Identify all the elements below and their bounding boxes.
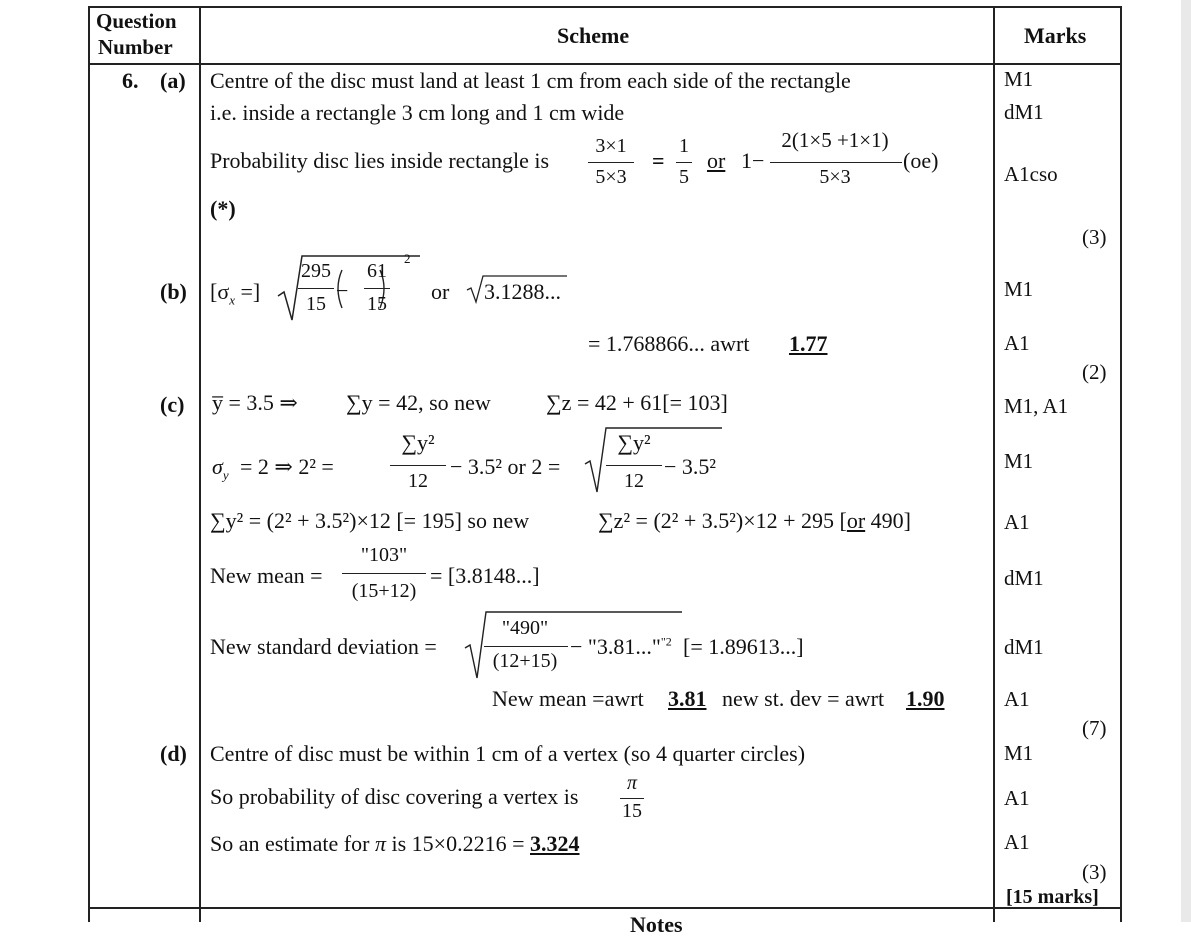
part-b-frac1-den: 15 [306, 293, 326, 315]
part-c-line1-c: ∑z = 42 + 61[= 103] [546, 390, 728, 415]
part-b-frac2-den: 15 [367, 293, 387, 315]
part-a-frac1-den: 5×3 [595, 166, 627, 188]
notes-heading: Notes [630, 912, 683, 937]
part-b-frac1-bar [298, 288, 334, 289]
part-c-line2-frac2-num: ∑y² [617, 430, 651, 455]
part-c-line5-num: "490" [501, 617, 549, 639]
part-a-line1: Centre of the disc must land at least 1 cm from each side of the rectangle [210, 68, 851, 93]
part-c-line6-c: new st. dev = awrt [722, 686, 885, 711]
table-left-border [88, 6, 90, 922]
part-a-frac1-bar [588, 162, 634, 163]
part-b-total: (2) [1082, 360, 1107, 384]
part-b-or: or [431, 279, 450, 304]
column-divider-2 [993, 6, 995, 922]
part-a-line3: Probability disc lies inside rectangle is [210, 148, 550, 173]
header-bottom-border [88, 63, 1122, 65]
part-d-mark-2: A1 [1004, 786, 1030, 810]
part-a-star: (*) [210, 196, 236, 221]
part-b-alt: 3.1288... [484, 279, 561, 304]
part-c-line5-den: (12+15) [492, 650, 558, 672]
part-b-frac2-num: 61 [367, 260, 387, 282]
part-d-line1: Centre of disc must be within 1 cm of a vertex (so 4 quarter circles) [210, 741, 806, 766]
part-b-mark-2: A1 [1004, 331, 1030, 355]
part-a-frac2-num: 1 [679, 135, 689, 157]
part-c-line2-frac2-den: 12 [624, 470, 644, 492]
part-a-one-minus: 1− [741, 148, 765, 173]
part-c-line1-b: ∑y = 42, so new [346, 390, 491, 415]
part-c-mark-3: A1 [1004, 510, 1030, 534]
part-d-label: (d) [160, 741, 187, 766]
part-a-frac3-num: 2(1×5 +1×1) [781, 128, 889, 152]
part-b-sigma: [$\sigma_x$ =] [210, 279, 261, 308]
column-divider-1 [199, 6, 201, 922]
part-c-line6-a: New mean =awrt [492, 686, 644, 711]
part-d-line2: So probability of disc covering a vertex is [210, 784, 579, 809]
part-d-mark-1: M1 [1004, 741, 1034, 765]
part-b-frac2-bar [364, 288, 390, 289]
part-c-line2-f: − 3.5² [664, 454, 717, 479]
part-a-frac1-num: 3×1 [595, 135, 627, 157]
grand-total: [15 marks] [1006, 886, 1099, 908]
part-c-line5-post: − "3.81..."$^{"2}$ [570, 634, 672, 659]
part-b-label: (b) [160, 279, 187, 304]
question-number: 6. [122, 68, 139, 93]
part-a-mark-3: A1cso [1004, 162, 1058, 186]
part-c-mark-5: dM1 [1004, 635, 1044, 659]
part-d-total: (3) [1082, 860, 1107, 884]
part-a-line2: i.e. inside a rectangle 3 cm long and 1 cm wide [210, 100, 625, 125]
part-d-line2-den: 15 [622, 800, 642, 822]
page-edge-shadow [1181, 0, 1191, 922]
part-c-line6-b: 3.81 [668, 686, 707, 711]
part-c-total: (7) [1082, 716, 1107, 740]
part-d-line2-num: π [626, 772, 638, 794]
header-scheme: Scheme [557, 23, 630, 48]
table-right-border [1120, 6, 1122, 922]
part-c-line3-a: ∑y² = (2² + 3.5²)×12 [= 195] so new [210, 508, 530, 533]
part-c-line5-bar [484, 646, 568, 647]
part-c-mark-4: dM1 [1004, 566, 1044, 590]
part-c-line2-frac-num: ∑y² [401, 430, 435, 455]
part-c-mark-6: A1 [1004, 687, 1030, 711]
part-c-line5-end: [= 1.89613...] [683, 634, 804, 659]
part-c-line4-den: (15+12) [351, 580, 417, 602]
part-c-line4-post: = [3.8148...] [430, 563, 540, 588]
part-c-label: (c) [160, 392, 185, 417]
part-b-mark-1: M1 [1004, 277, 1034, 301]
part-c-mark-1: M1, A1 [1004, 394, 1069, 418]
part-a-label: (a) [160, 68, 186, 93]
part-a-total: (3) [1082, 225, 1107, 249]
part-a-frac3-bar [770, 162, 902, 163]
part-a-frac2-bar [676, 162, 692, 163]
footer-top-border [88, 907, 1122, 909]
part-c-line2-b: = 2 ⇒ 2² = [240, 454, 334, 479]
part-c-line5-pre: New standard deviation = [210, 634, 437, 659]
part-c-line4-num: "103" [360, 544, 408, 566]
part-a-equals: = [652, 148, 665, 173]
part-a-frac2-den: 5 [679, 166, 689, 188]
part-b-minus: − [336, 278, 349, 303]
part-c-line4-pre: New mean = [210, 563, 323, 588]
part-a-mark-2: dM1 [1004, 100, 1044, 124]
part-b-answer: 1.77 [789, 331, 828, 356]
part-c-line2-frac2-bar [606, 465, 662, 466]
part-c-line2-c: − 3.5² or 2 = [450, 454, 561, 479]
part-c-mark-2: M1 [1004, 449, 1034, 473]
part-b-result: = 1.768866... awrt [588, 331, 750, 356]
header-marks: Marks [1024, 23, 1087, 48]
part-d-line3: So an estimate for π is 15×0.2216 = 3.324 [210, 831, 580, 856]
part-c-line2-frac-bar [390, 465, 446, 466]
part-b-frac1-num: 295 [301, 260, 331, 282]
part-c-line2-sigma: $\sigma_y$ [212, 454, 229, 483]
header-question-number-line2: Number [98, 35, 173, 59]
part-b-square: 2 [404, 251, 411, 266]
header-question-number-line1: Question [96, 9, 177, 33]
part-d-mark-3: A1 [1004, 830, 1030, 854]
part-c-line2-frac-den: 12 [408, 470, 428, 492]
part-a-or: or [707, 148, 726, 173]
part-c-line3-b: ∑z² = (2² + 3.5²)×12 + 295 [or 490] [598, 508, 911, 533]
part-a-frac3-den: 5×3 [819, 166, 851, 188]
part-c-line1-a: y̅ = 3.5 ⇒ [212, 390, 298, 415]
part-a-oe: (oe) [903, 148, 939, 173]
part-c-line6-d: 1.90 [906, 686, 945, 711]
table-top-border [88, 6, 1122, 8]
part-a-mark-1: M1 [1004, 67, 1034, 91]
part-c-line4-bar [342, 573, 426, 574]
